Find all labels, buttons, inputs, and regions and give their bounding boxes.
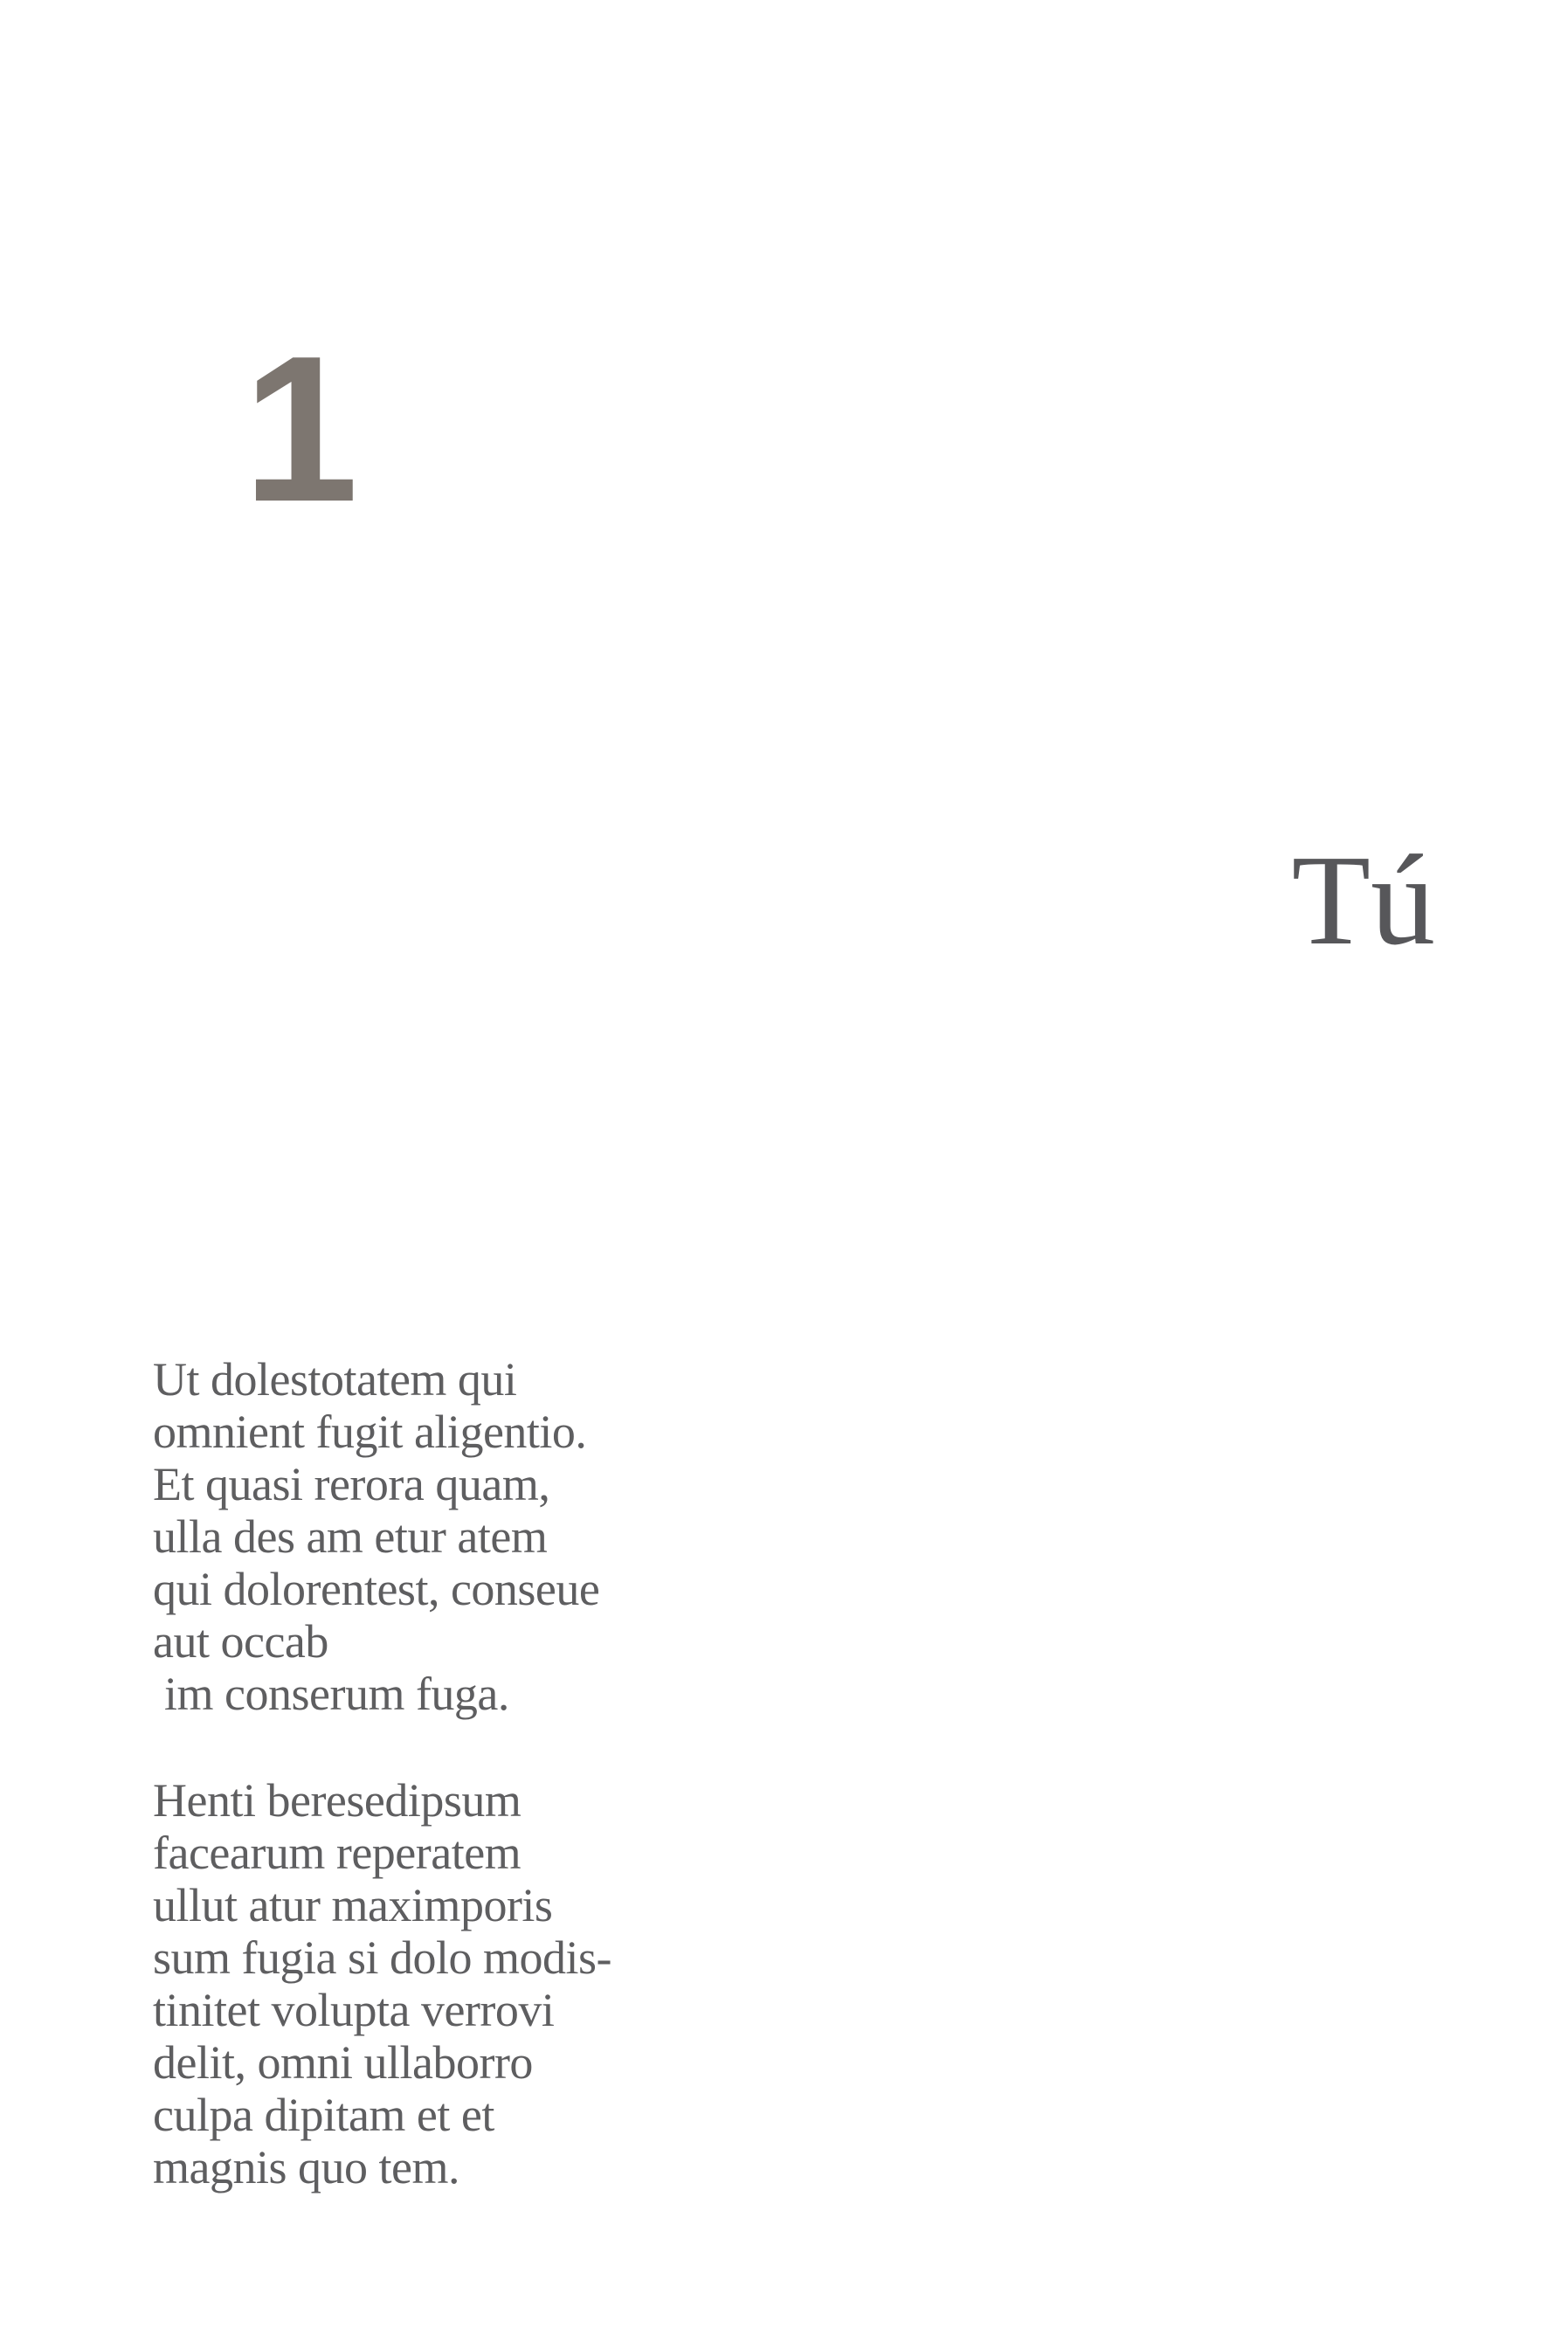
text-line: qui dolorentest, conseue bbox=[153, 1563, 600, 1615]
text-line: aut occab bbox=[153, 1615, 328, 1668]
text-line: sum fugia si dolo modis- bbox=[153, 1931, 611, 1984]
chapter-title: Tú bbox=[1291, 829, 1435, 972]
body-text-block bbox=[153, 1353, 642, 2193]
text-line: culpa dipitam et et bbox=[153, 2089, 494, 2141]
text-line: tinitet volupta verrovi bbox=[153, 1984, 555, 2036]
paragraph-1 bbox=[153, 1353, 642, 1720]
text-line: ullut atur maximporis bbox=[153, 1879, 553, 1931]
chapter-number: 1 bbox=[243, 314, 357, 545]
text-line: magnis quo tem. bbox=[153, 2141, 459, 2193]
text-line: Ut dolestotatem qui bbox=[153, 1353, 517, 1406]
text-line: ulla des am etur atem bbox=[153, 1510, 548, 1563]
text-line: Henti beresedipsum bbox=[153, 1774, 522, 1827]
paragraph-2 bbox=[153, 1774, 642, 2193]
text-line: Et quasi rerora quam, bbox=[153, 1458, 550, 1510]
text-line: omnient fugit aligentio. bbox=[153, 1406, 587, 1458]
text-line: delit, omni ullaborro bbox=[153, 2036, 533, 2089]
text-line: facearum reperatem bbox=[153, 1827, 522, 1879]
text-line: im conserum fuga. bbox=[153, 1668, 509, 1720]
